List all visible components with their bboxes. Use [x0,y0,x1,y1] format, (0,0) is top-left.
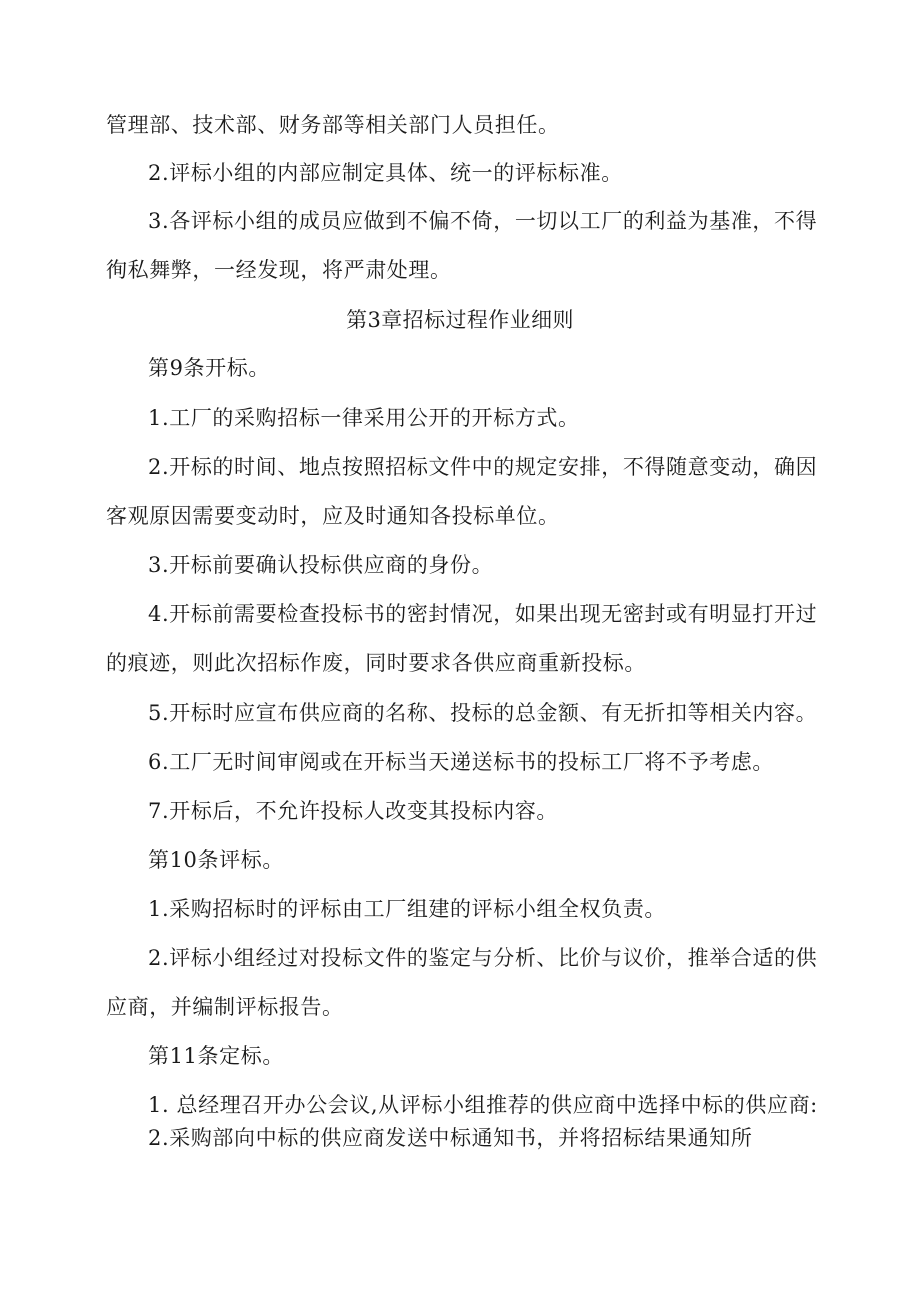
article-10-item-2: 2.评标小组经过对投标文件的鉴定与分析、比价与议价，推举合适的供 [148,946,818,970]
article-11-item-1: 1. 总经理召开办公会议,从评标小组推荐的供应商中选择中标的供应商: [148,1093,818,1117]
article-10-item-2-continuation: 应商，并编制评标报告。 [106,995,344,1019]
article-9-item-5: 5.开标时应宣布供应商的名称、投标的总金额、有无折扣等相关内容。 [148,701,818,725]
article-9-item-6: 6.工厂无时间审阅或在开标当天递送标书的投标工厂将不予考虑。 [148,750,775,774]
article-11-title: 第11条定标。 [148,1044,284,1068]
article-9-item-2-continuation: 客观原因需要变动时，应及时通知各投标单位。 [106,504,560,528]
article-9-item-2: 2.开标的时间、地点按照招标文件中的规定安排，不得随意变动，确因 [148,455,818,479]
article-10-item-1: 1.采购招标时的评标由工厂组建的评标小组全权负责。 [148,897,667,921]
article-9-item-4-continuation: 的痕迹，则此次招标作废，同时要求各供应商重新投标。 [106,651,646,675]
article-9-item-3: 3.开标前要确认投标供应商的身份。 [148,553,494,577]
article-9-item-4: 4.开标前需要检查投标书的密封情况，如果出现无密封或有明显打开过 [148,602,818,626]
chapter-3-heading: 第3章招标过程作业细则 [346,308,574,332]
committee-item-2: 2.评标小组的内部应制定具体、统一的评标标准。 [148,161,623,185]
article-9-item-1: 1.工厂的采购招标一律采用公开的开标方式。 [148,406,580,430]
article-11-item-2: 2.采购部向中标的供应商发送中标通知书，并将招标结果通知所 [148,1126,753,1150]
committee-item-3-continuation: 徇私舞弊，一经发现，将严肃处理。 [106,258,452,282]
paragraph-continuation: 管理部、技术部、财务部等相关部门人员担任。 [106,113,560,137]
article-10-title: 第10条评标。 [148,848,284,872]
committee-item-3: 3.各评标小组的成员应做到不偏不倚，一切以工厂的利益为基准，不得 [148,209,818,233]
article-9-title: 第9条开标。 [148,356,270,380]
article-9-item-7: 7.开标后，不允许投标人改变其投标内容。 [148,799,559,823]
